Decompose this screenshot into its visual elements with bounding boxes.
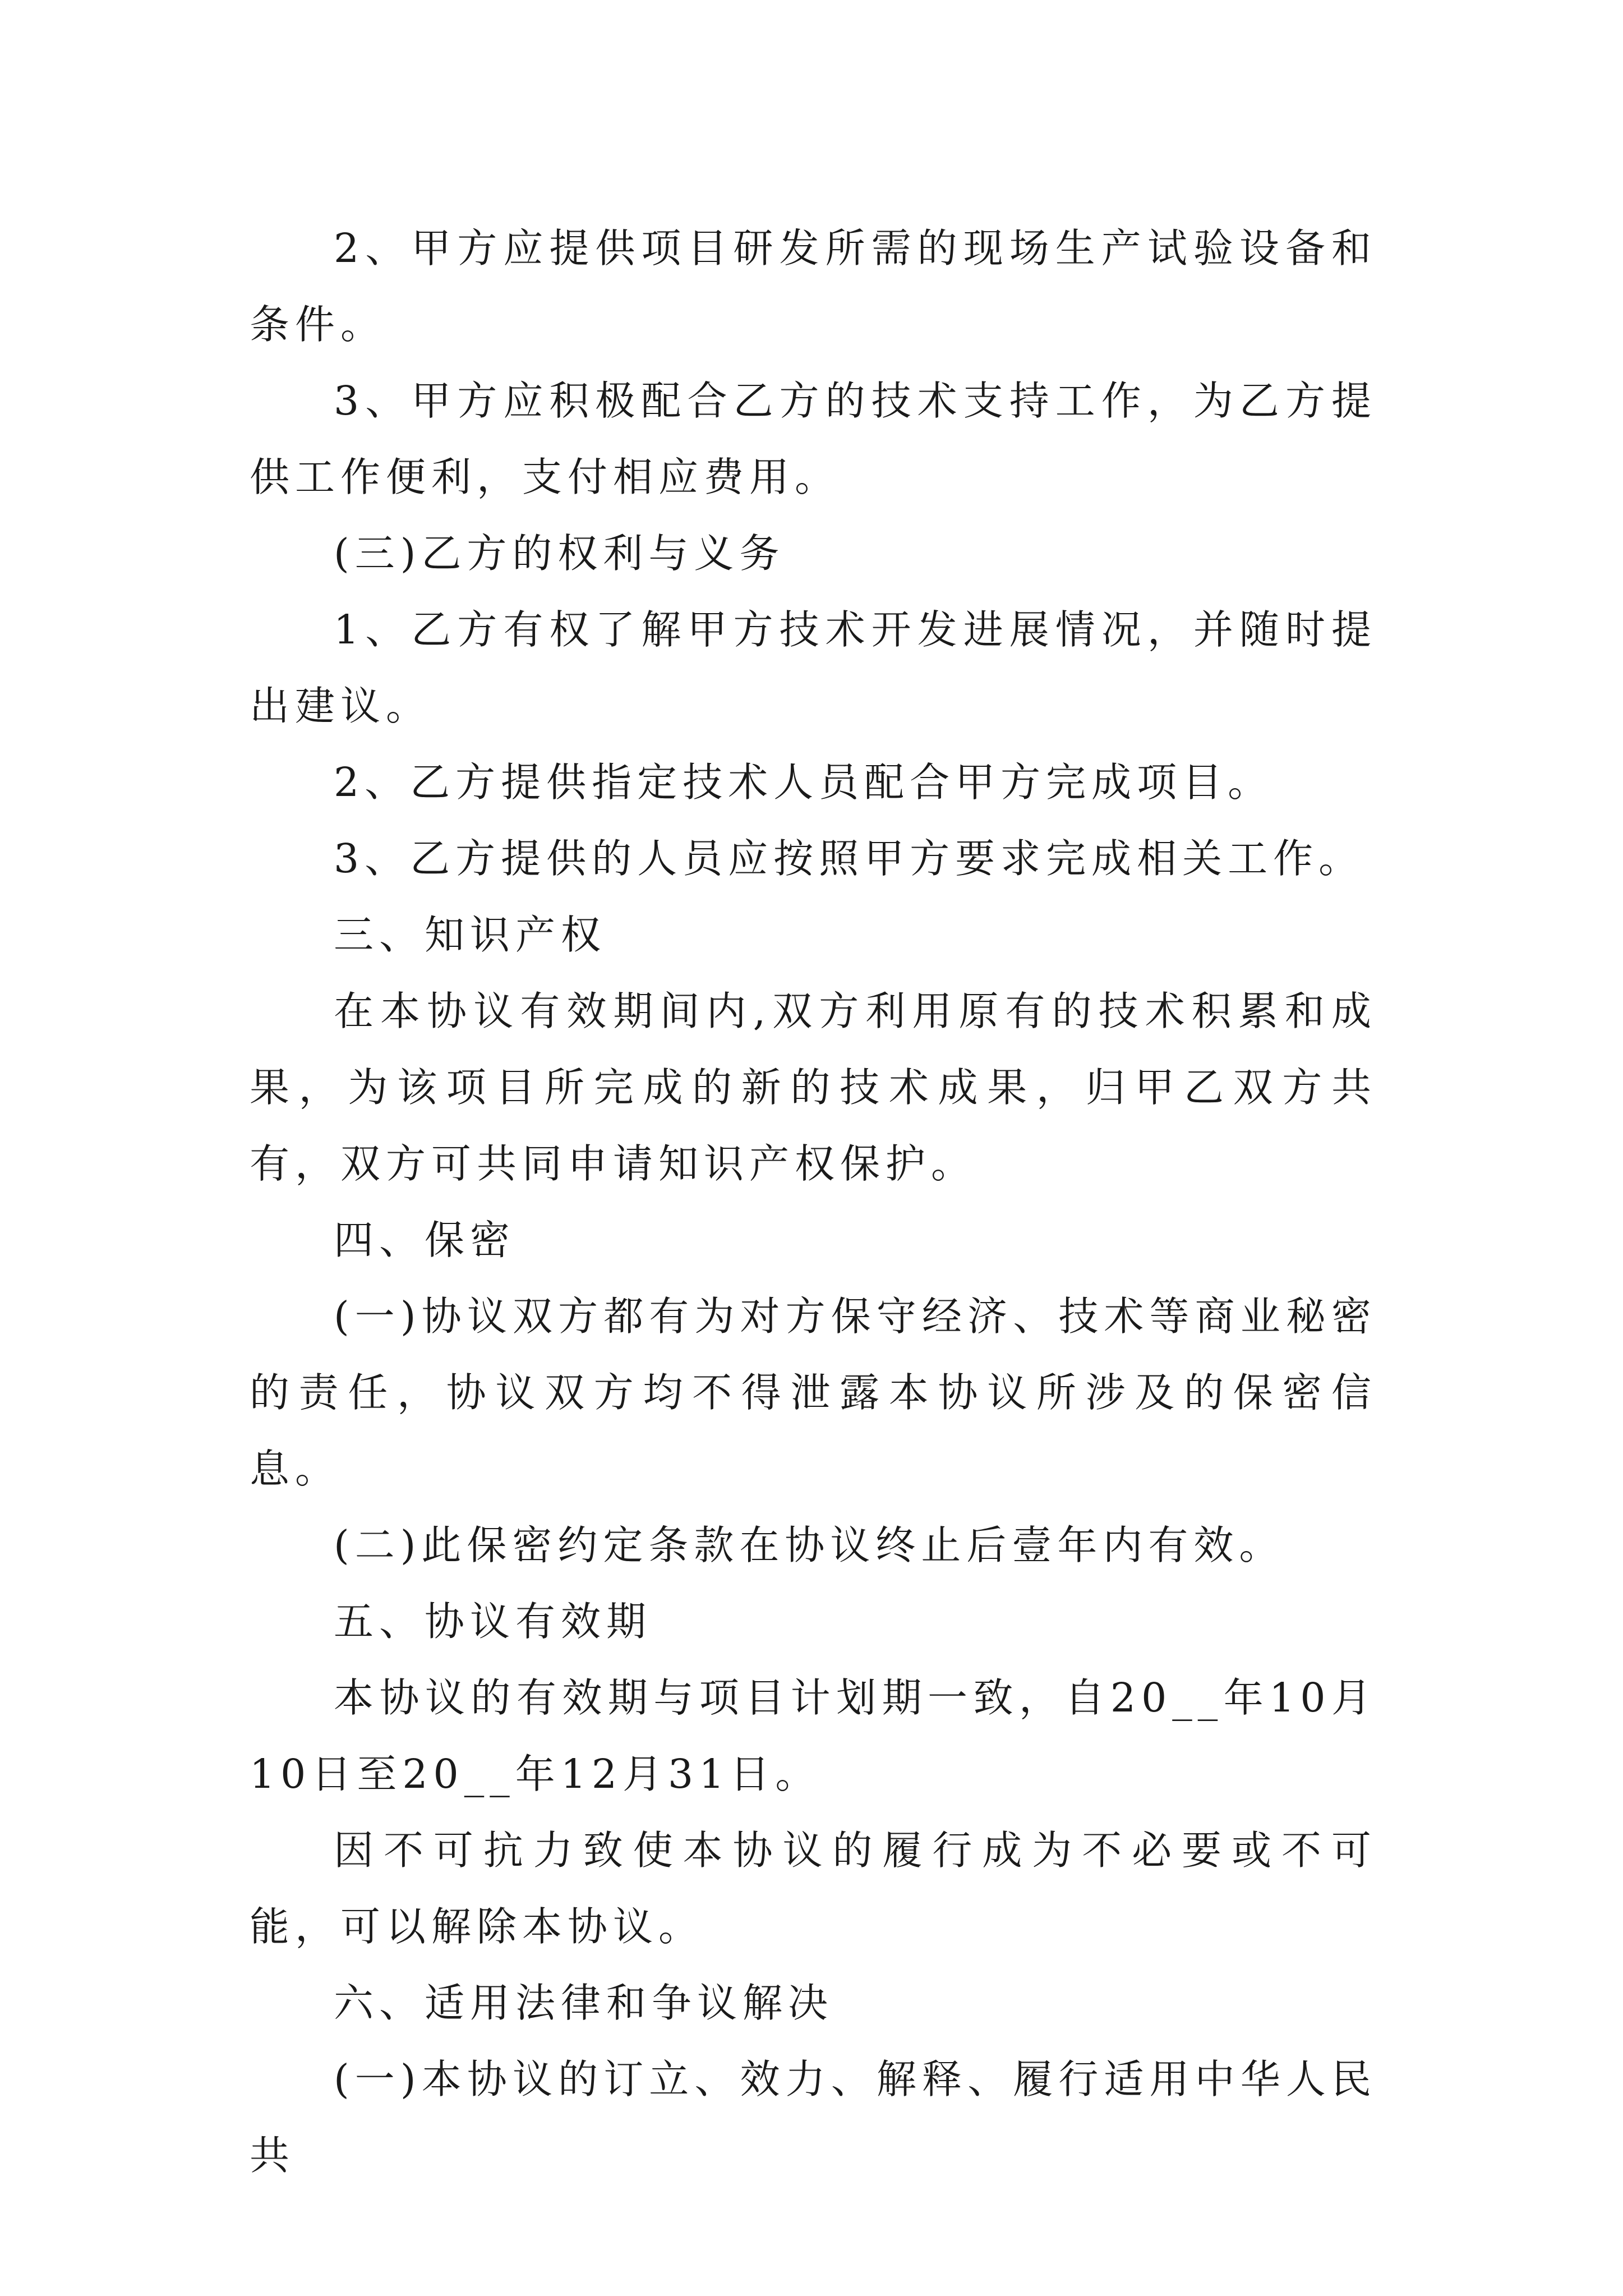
- paragraph: (一)本协议的订立、效力、解释、履行适用中华人民共: [250, 2056, 1377, 2179]
- paragraph: 2、甲方应提供项目研发所需的现场生产试验设备和条件。: [250, 225, 1377, 348]
- paragraph: 因不可抗力致使本协议的履行成为不必要或不可能，可以解除本协议。: [250, 1827, 1377, 1950]
- paragraph: 本协议的有效期与项目计划期一致，自20__年10月10日至20__年12月31日。: [250, 1674, 1377, 1797]
- document-body: [250, 210, 1377, 2194]
- paragraph: 1、乙方有权了解甲方技术开发进展情况，并随时提出建议。: [250, 606, 1377, 729]
- paragraph: (二)此保密约定条款在协议终止后壹年内有效。: [334, 1522, 1285, 1568]
- paragraph: 在本协议有效期间内,双方利用原有的技术积累和成果，为该项目所完成的新的技术成果，归甲乙双方共有，双方可共同申请知识产权保护。: [250, 988, 1377, 1187]
- section-heading: 三、知识产权: [334, 912, 607, 958]
- paragraph: (一)协议双方都有为对方保守经济、技术等商业秘密的责任，协议双方均不得泄露本协议所涉及的保密信息。: [250, 1293, 1377, 1492]
- paragraph: 3、甲方应积极配合乙方的技术支持工作，为乙方提供工作便利，支付相应费用。: [250, 378, 1377, 500]
- section-heading: 四、保密: [334, 1217, 516, 1263]
- section-heading: 五、协议有效期: [334, 1598, 652, 1645]
- paragraph: 3、乙方提供的人员应按照甲方要求完成相关工作。: [334, 835, 1364, 882]
- section-heading: (三)乙方的权利与义务: [334, 530, 785, 577]
- section-heading: 六、适用法律和争议解决: [334, 1980, 834, 2026]
- paragraph: 2、乙方提供指定技术人员配合甲方完成项目。: [334, 759, 1274, 806]
